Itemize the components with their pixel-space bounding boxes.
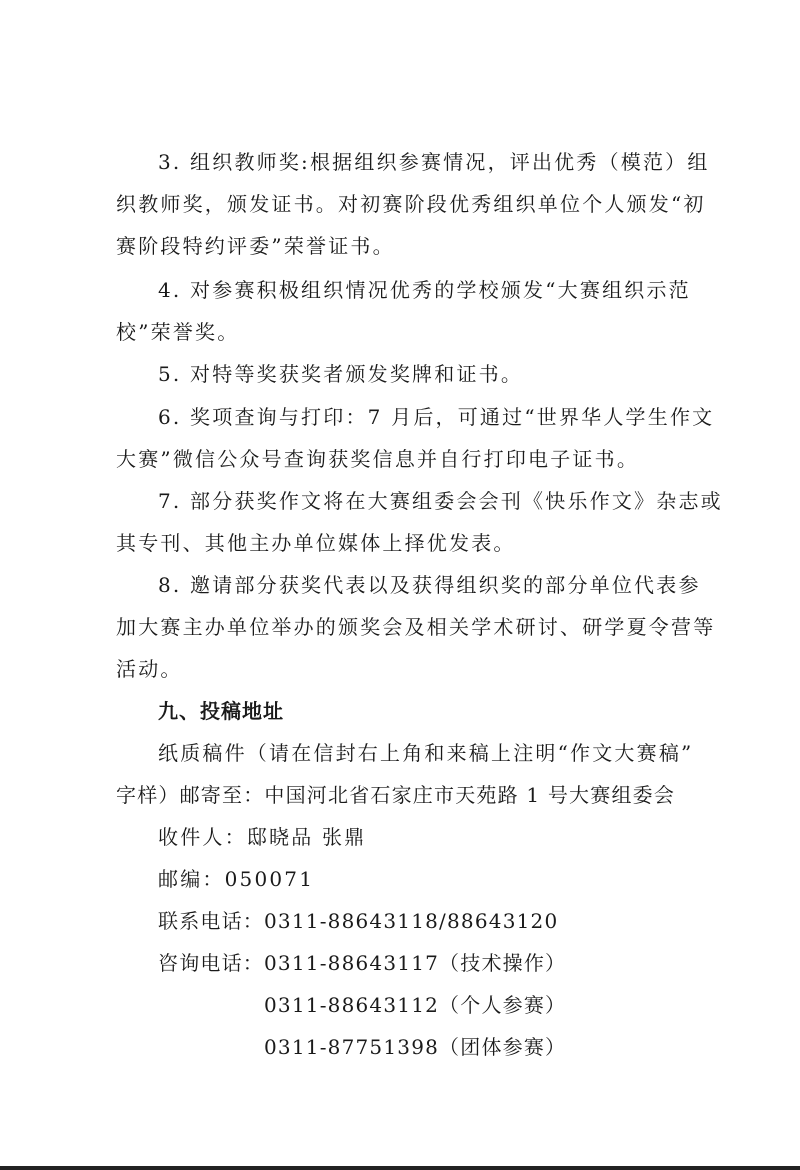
award-item-6-line-2: 大赛”微信公众号查询获奖信息并自行打印电子证书。	[116, 447, 640, 471]
award-item-8-line-2: 加大赛主办单位举办的颁奖会及相关学术研讨、研学夏令营等	[116, 615, 716, 639]
award-item-3-line-2: 织教师奖，颁发证书。对初赛阶段优秀组织单位个人颁发“初	[116, 192, 706, 216]
award-item-8-line-1: 8. 邀请部分获奖代表以及获得组织奖的部分单位代表参	[158, 573, 701, 597]
award-item-6-line-1: 6. 奖项查询与打印：7 月后，可通过“世界华人学生作文	[158, 405, 715, 429]
submission-line-1: 纸质稿件（请在信封右上角和来稿上注明“作文大赛稿”	[158, 741, 694, 765]
award-item-3-line-1: 3. 组织教师奖:根据组织参赛情况，评出优秀（模范）组	[158, 150, 710, 174]
award-item-4-line-1: 4. 对参赛积极组织情况优秀的学校颁发“大赛组织示范	[158, 278, 691, 302]
consult-phone-line-3: 0311-87751398（团体参赛）	[264, 1035, 567, 1059]
submission-line-2: 字样）邮寄至：中国河北省石家庄市天苑路 1 号大赛组委会	[116, 783, 676, 807]
award-item-5-line-1: 5. 对特等奖获奖者颁发奖牌和证书。	[158, 362, 524, 386]
award-item-8-line-3: 活动。	[116, 657, 183, 681]
award-item-7-line-1: 7. 部分获奖作文将在大赛组委会会刊《快乐作文》杂志或	[158, 489, 723, 513]
contact-phone-line: 联系电话：0311-88643118/88643120	[158, 909, 559, 933]
postcode-line: 邮编：050071	[158, 867, 315, 891]
section-heading: 九、投稿地址	[158, 699, 284, 723]
page-bottom-border	[0, 1166, 800, 1170]
award-item-3-line-3: 赛阶段特约评委”荣誉证书。	[116, 234, 395, 258]
consult-phone-line: 咨询电话：0311-88643117（技术操作）	[158, 951, 567, 975]
consult-phone-line-2: 0311-88643112（个人参赛）	[264, 993, 567, 1017]
award-item-7-line-2: 其专刊、其他主办单位媒体上择优发表。	[116, 531, 516, 555]
award-item-4-line-2: 校”荣誉奖。	[116, 320, 240, 344]
recipient-line: 收件人：邸晓品 张鼎	[158, 825, 367, 849]
